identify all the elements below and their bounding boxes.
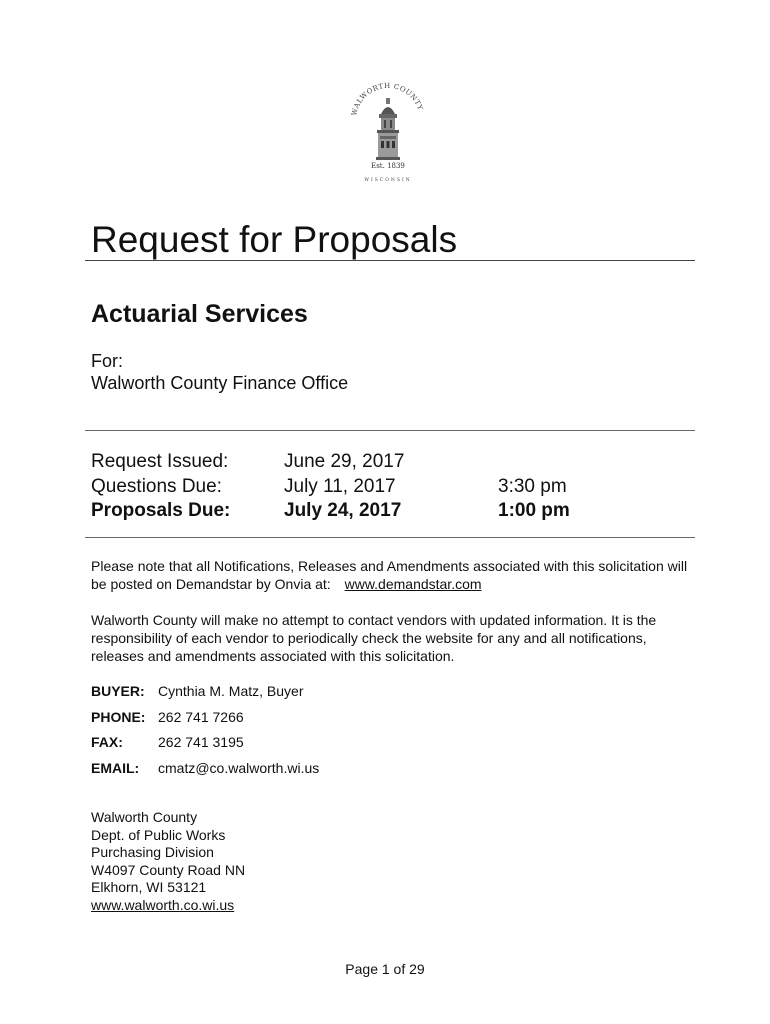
fax-value: 262 741 3195 — [158, 734, 244, 750]
schedule-label: Questions Due: — [91, 476, 222, 497]
schedule-label: Proposals Due: — [91, 500, 231, 521]
demandstar-link[interactable]: www.demandstar.com — [344, 576, 482, 592]
county-website-link[interactable]: www.walworth.co.wi.us — [91, 896, 235, 913]
email-value: cmatz@co.walworth.wi.us — [158, 760, 320, 776]
for-organization: Walworth County Finance Office — [91, 373, 349, 393]
schedule-date: July 11, 2017 — [284, 476, 396, 497]
buyer-value: Cynthia M. Matz, Buyer — [158, 683, 304, 699]
document-subtitle: Actuarial Services — [91, 300, 308, 328]
mailing-address — [91, 809, 245, 914]
svg-text:WISCONSIN: WISCONSIN — [364, 178, 412, 183]
buyer-label: BUYER: — [91, 683, 145, 699]
svg-text:Est. 1839: Est. 1839 — [371, 162, 405, 170]
notice-paragraph — [91, 557, 691, 593]
phone-label: PHONE: — [91, 709, 146, 725]
svg-text:WALWORTH COUNTY: WALWORTH COUNTY — [350, 81, 425, 117]
phone-value: 262 741 7266 — [158, 709, 244, 725]
title-divider — [85, 260, 695, 261]
county-seal-logo — [348, 80, 428, 190]
responsibility-paragraph: Walworth County will make no attempt to contact vendors with updated information. It is the responsibility of each vendor to periodically check the website for any and all notifications, releases and amendments associated with this solicitation. — [91, 612, 657, 664]
address-line: W4097 County Road NN — [91, 861, 246, 878]
address-line: Purchasing Division — [91, 844, 214, 860]
address-line: Walworth County — [91, 809, 198, 825]
schedule-bottom-divider — [85, 537, 695, 538]
for-label: For: — [91, 351, 124, 371]
schedule-time: 1:00 pm — [498, 500, 570, 521]
address-line: Dept. of Public Works — [91, 826, 226, 843]
notice-text: Please note that all Notifications, Releases and Amendments associated with this solicitation will be posted on Demandstar by Onvia at: — [91, 558, 688, 592]
schedule-time: 3:30 pm — [498, 476, 567, 497]
schedule-top-divider — [85, 430, 695, 431]
email-label: EMAIL: — [91, 760, 140, 776]
address-line: Elkhorn, WI 53121 — [91, 879, 207, 895]
document-title: Request for Proposals — [91, 219, 458, 260]
schedule-date: July 24, 2017 — [284, 500, 402, 521]
schedule-date: June 29, 2017 — [284, 451, 405, 472]
page-number: Page 1 of 29 — [345, 961, 425, 977]
schedule-label: Request Issued: — [91, 451, 229, 472]
fax-label: FAX: — [91, 734, 123, 750]
